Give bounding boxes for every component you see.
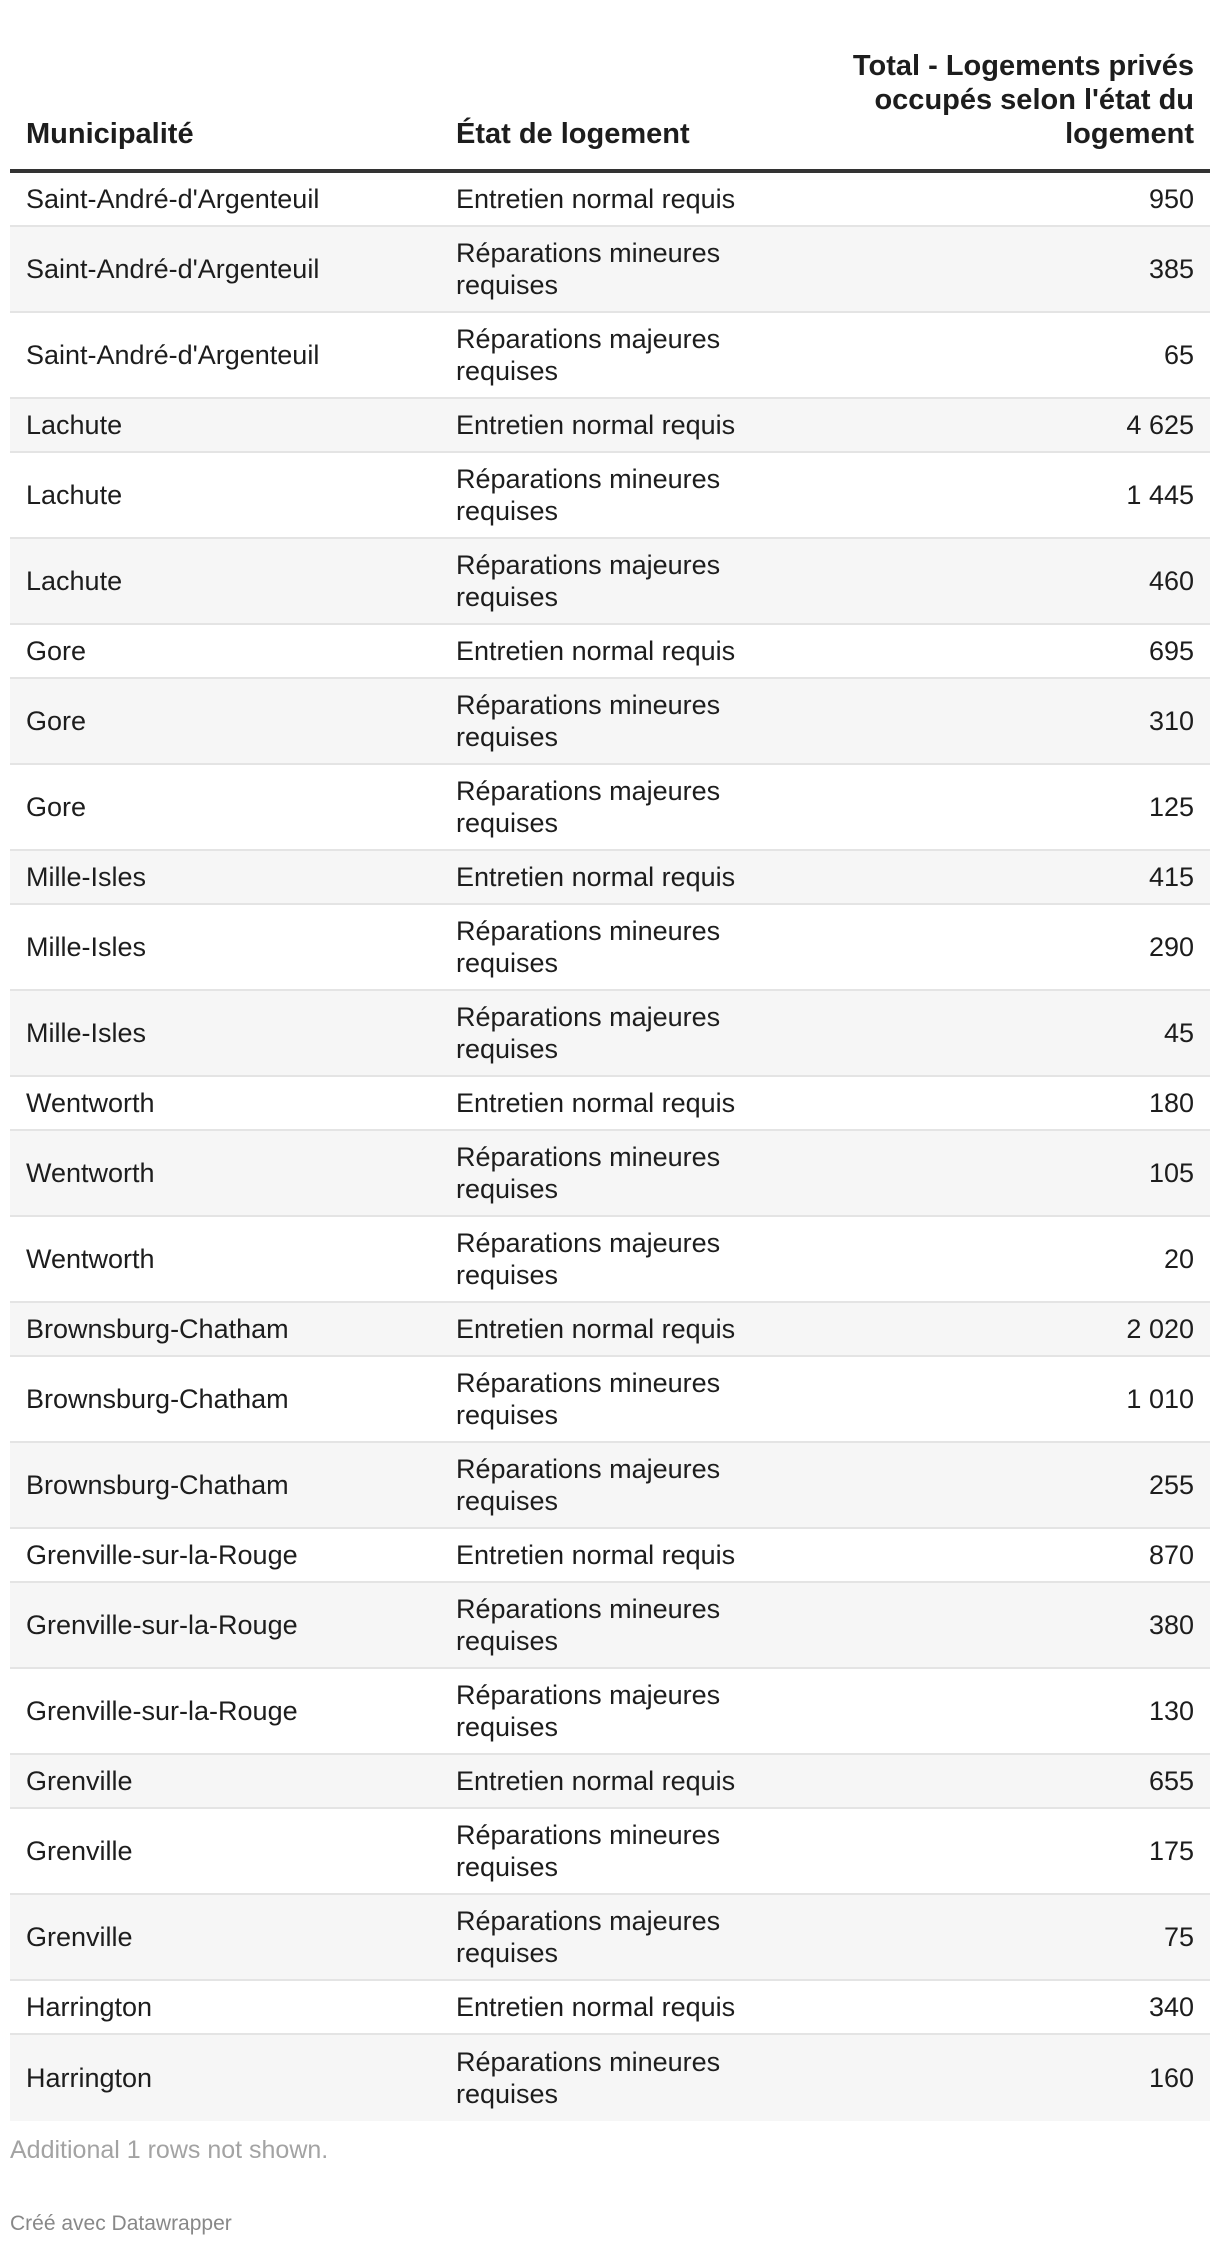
cell-total-logements: 175 (1148, 1836, 1194, 1866)
cell-total-logements: 75 (1163, 1922, 1194, 1952)
cell-etat-logement: Entretien normal requis (456, 1766, 736, 1796)
cell-etat-logement: Entretien normal requis (456, 1088, 736, 1118)
table-row (10, 1895, 1210, 1981)
cell-total-logements: 655 (1148, 1766, 1194, 1796)
table-row (10, 173, 1210, 227)
cell-municipalite: Gore (26, 792, 87, 822)
cell-etat-logement: Réparations majeures requises (456, 1454, 721, 1516)
cell-etat-logement: Réparations majeures requises (456, 1680, 721, 1742)
cell-etat-logement: Réparations mineures requises (456, 238, 721, 300)
cell-municipalite: Grenville (26, 1922, 133, 1952)
cell-etat-logement: Entretien normal requis (456, 1314, 736, 1344)
cell-municipalite: Grenville-sur-la-Rouge (26, 1540, 298, 1570)
cell-etat-logement: Entretien normal requis (456, 862, 736, 892)
table-body (10, 173, 1210, 2121)
table-row (10, 227, 1210, 313)
cell-etat-logement: Entretien normal requis (456, 636, 736, 666)
header-municipalite[interactable]: Municipalité (26, 118, 194, 150)
cell-total-logements: 130 (1148, 1696, 1194, 1726)
cell-etat-logement: Réparations majeures requises (456, 1228, 721, 1290)
cell-municipalite: Saint-André-d'Argenteuil (26, 254, 320, 284)
cell-etat-logement: Entretien normal requis (456, 410, 736, 440)
table-row (10, 313, 1210, 399)
cell-total-logements: 45 (1163, 1018, 1194, 1048)
table-row (10, 1077, 1210, 1131)
cell-municipalite: Brownsburg-Chatham (26, 1384, 289, 1414)
cell-total-logements: 695 (1148, 636, 1194, 666)
cell-total-logements: 870 (1148, 1540, 1194, 1570)
table-row (10, 765, 1210, 851)
cell-municipalite: Lachute (26, 480, 123, 510)
cell-municipalite: Grenville (26, 1836, 133, 1866)
cell-total-logements: 180 (1148, 1088, 1194, 1118)
table-row (10, 1583, 1210, 1669)
table-row (10, 539, 1210, 625)
cell-total-logements: 950 (1148, 184, 1194, 214)
cell-etat-logement: Réparations mineures requises (456, 1820, 721, 1882)
cell-total-logements: 310 (1148, 706, 1194, 736)
table-row (10, 1357, 1210, 1443)
table-row (10, 399, 1210, 453)
cell-total-logements: 20 (1163, 1244, 1194, 1274)
cell-etat-logement: Réparations majeures requises (456, 550, 721, 612)
cell-total-logements: 460 (1148, 566, 1194, 596)
cell-municipalite: Lachute (26, 566, 123, 596)
cell-municipalite: Saint-André-d'Argenteuil (26, 340, 320, 370)
cell-total-logements: 2 020 (1126, 1314, 1194, 1344)
cell-total-logements: 255 (1148, 1470, 1194, 1500)
cell-etat-logement: Entretien normal requis (456, 1540, 736, 1570)
cell-municipalite: Mille-Isles (26, 862, 147, 892)
cell-etat-logement: Réparations mineures requises (456, 464, 721, 526)
cell-total-logements: 340 (1148, 1992, 1194, 2022)
cell-total-logements: 415 (1148, 862, 1194, 892)
cell-total-logements: 4 625 (1126, 410, 1194, 440)
rows-not-shown-note: Additional 1 rows not shown. (10, 2136, 329, 2164)
cell-municipalite: Grenville-sur-la-Rouge (26, 1610, 298, 1640)
table-row (10, 679, 1210, 765)
cell-etat-logement: Réparations majeures requises (456, 324, 721, 386)
header-etat-logement[interactable]: État de logement (456, 118, 690, 150)
cell-municipalite: Wentworth (26, 1088, 155, 1118)
cell-etat-logement: Réparations majeures requises (456, 776, 721, 838)
table-row (10, 625, 1210, 679)
cell-total-logements: 385 (1148, 254, 1194, 284)
cell-municipalite: Mille-Isles (26, 1018, 147, 1048)
cell-total-logements: 1 010 (1126, 1384, 1194, 1414)
table-row (10, 453, 1210, 539)
table-row (10, 991, 1210, 1077)
datawrapper-credit[interactable]: Créé avec Datawrapper (10, 2212, 232, 2235)
table-row (10, 851, 1210, 905)
cell-etat-logement: Réparations majeures requises (456, 1002, 721, 1064)
table-row (10, 1981, 1210, 2035)
cell-municipalite: Mille-Isles (26, 932, 147, 962)
cell-municipalite: Brownsburg-Chatham (26, 1314, 289, 1344)
cell-municipalite: Lachute (26, 410, 123, 440)
data-table (10, 0, 1210, 2121)
cell-total-logements: 290 (1148, 932, 1194, 962)
cell-total-logements: 65 (1163, 340, 1194, 370)
cell-municipalite: Wentworth (26, 1158, 155, 1188)
cell-etat-logement: Réparations mineures requises (456, 916, 721, 978)
cell-municipalite: Gore (26, 636, 87, 666)
cell-municipalite: Wentworth (26, 1244, 155, 1274)
table-row (10, 1131, 1210, 1217)
table-header (10, 0, 1210, 173)
cell-etat-logement: Réparations majeures requises (456, 1906, 721, 1968)
table-row (10, 1755, 1210, 1809)
cell-etat-logement: Réparations mineures requises (456, 2047, 721, 2109)
cell-etat-logement: Réparations mineures requises (456, 1142, 721, 1204)
table-row (10, 1669, 1210, 1755)
cell-municipalite: Grenville-sur-la-Rouge (26, 1696, 298, 1726)
table-row (10, 1443, 1210, 1529)
cell-total-logements: 125 (1148, 792, 1194, 822)
table-row (10, 1809, 1210, 1895)
cell-etat-logement: Réparations mineures requises (456, 1594, 721, 1656)
cell-total-logements: 1 445 (1126, 480, 1194, 510)
cell-etat-logement: Entretien normal requis (456, 1992, 736, 2022)
table-row (10, 2035, 1210, 2121)
cell-municipalite: Saint-André-d'Argenteuil (26, 184, 320, 214)
cell-total-logements: 380 (1148, 1610, 1194, 1640)
cell-total-logements: 105 (1148, 1158, 1194, 1188)
cell-etat-logement: Réparations mineures requises (456, 690, 721, 752)
table-row (10, 1303, 1210, 1357)
cell-municipalite: Brownsburg-Chatham (26, 1470, 289, 1500)
cell-etat-logement: Réparations mineures requises (456, 1368, 721, 1430)
cell-municipalite: Harrington (26, 1992, 153, 2022)
cell-etat-logement: Entretien normal requis (456, 184, 736, 214)
cell-municipalite: Harrington (26, 2063, 153, 2093)
header-total-logements[interactable]: Total - Logements privés occupés selon l'état du logement (852, 50, 1194, 150)
cell-total-logements: 160 (1148, 2063, 1194, 2093)
cell-municipalite: Grenville (26, 1766, 133, 1796)
cell-municipalite: Gore (26, 706, 87, 736)
table-row (10, 1217, 1210, 1303)
table-row (10, 1529, 1210, 1583)
table-row (10, 905, 1210, 991)
